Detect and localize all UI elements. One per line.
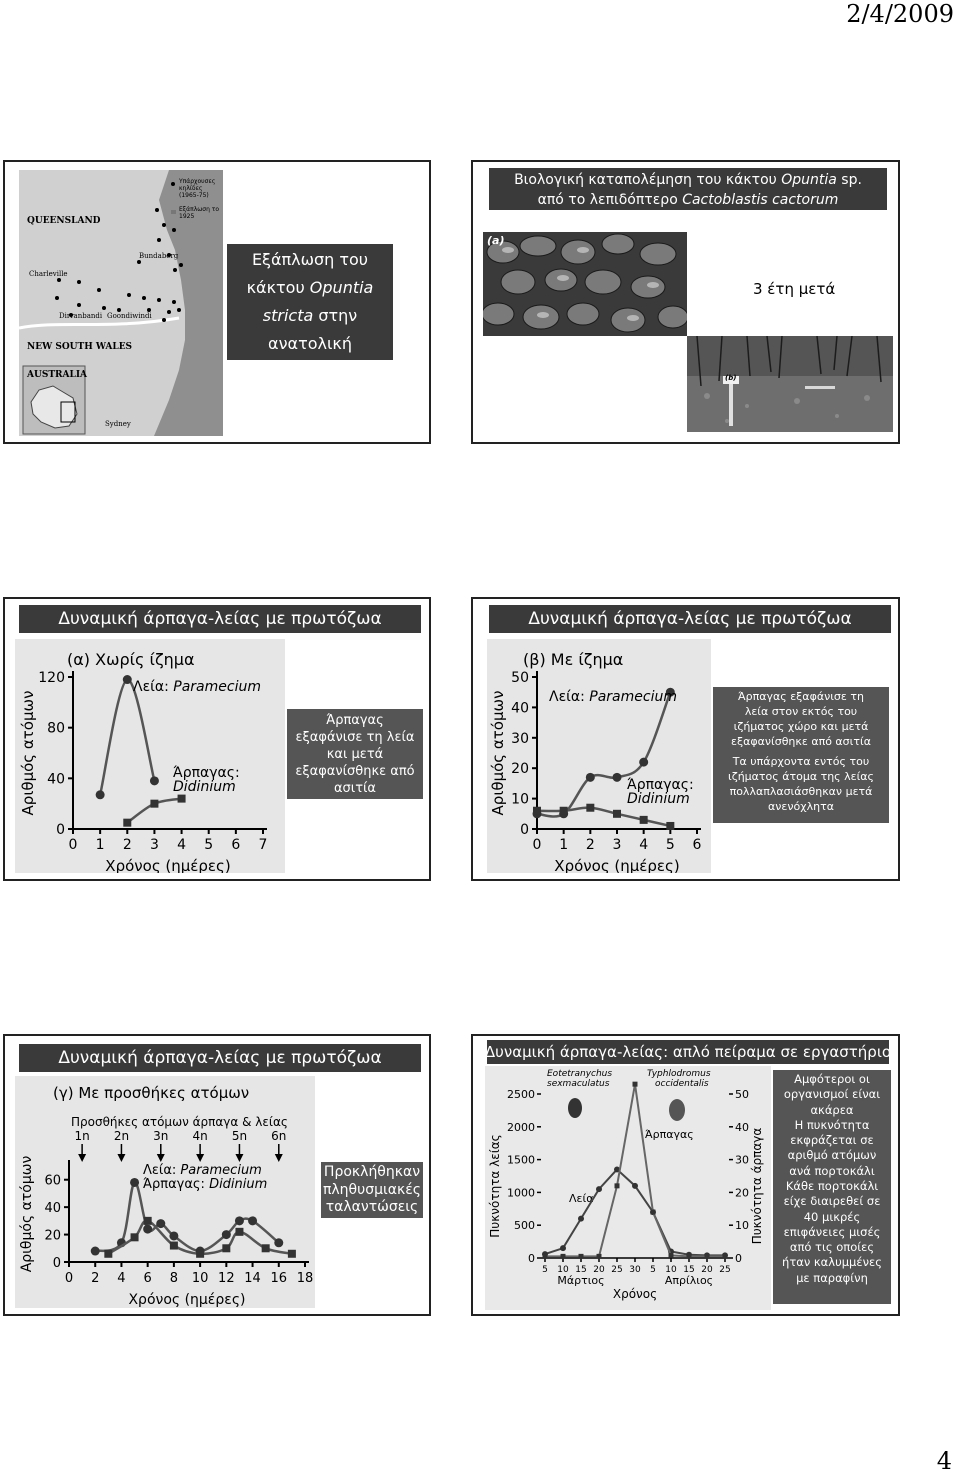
x-tick-label: 5 <box>542 1265 548 1275</box>
predator-point <box>196 1250 204 1258</box>
y-right-tick-label: 0 <box>735 1252 742 1265</box>
predator-point <box>640 816 648 824</box>
addition-arrow-head <box>117 1154 125 1162</box>
prey-point <box>130 1178 139 1187</box>
prey-point <box>156 1219 165 1228</box>
predator-point <box>288 1250 296 1258</box>
predator-series-label: Άρπαγας <box>645 1128 694 1141</box>
photo-label-b: (b) <box>725 374 737 382</box>
predator-point <box>560 807 568 815</box>
slide4-note2-line-4: ανενόχλητα <box>768 799 834 813</box>
slide5-title: Δυναμική άρπαγα-λείας με πρωτόζωα <box>19 1044 421 1072</box>
y-tick-label: 40 <box>511 700 529 717</box>
y-tick-label: 80 <box>47 720 65 737</box>
chart-title: (γ) Με προσθήκες ατόμων <box>53 1084 250 1102</box>
y-tick-label: 20 <box>511 761 529 778</box>
series-label-predator-species: Didinium <box>627 791 690 807</box>
predator-point <box>533 807 541 815</box>
map-label-queensland: QUEENSLAND <box>27 216 101 226</box>
x-tick-label: 0 <box>532 837 542 853</box>
prey-point <box>96 790 105 799</box>
predator-point <box>262 1244 270 1252</box>
addition-label: 4n <box>192 1129 208 1143</box>
chart-with-sediment <box>487 639 711 873</box>
predator-point <box>687 1254 692 1259</box>
slide6-note <box>773 1070 891 1304</box>
y-tick-label: 40 <box>44 1201 61 1217</box>
x-tick-label: 10 <box>665 1265 677 1275</box>
predator-point <box>586 804 594 812</box>
map-label-sydney: Sydney <box>105 420 131 428</box>
prey-point <box>586 773 595 782</box>
predator-point <box>613 810 621 818</box>
chart-title: (β) Με ίζημα <box>523 650 624 669</box>
series-label-prey: Λεία: Paramecium <box>549 689 677 705</box>
slide6-note-line-6: αριθμό ατόμων <box>787 1148 877 1163</box>
chart-no-sediment-svg <box>15 639 285 873</box>
prey-series-label: Λεία <box>569 1192 594 1205</box>
slide6-note-line-13: ήταν καλυμμένες <box>782 1255 882 1270</box>
chart-subtitle: Προσθήκες ατόμων άρπαγα & λείας <box>71 1115 288 1129</box>
y-tick-label: 60 <box>44 1173 61 1189</box>
addition-arrow-head <box>78 1154 86 1162</box>
slide3-note-line-1: Άρπαγας <box>326 713 384 728</box>
slide4-note1-line-1: Άρπαγας εξαφάνισε τη <box>738 690 864 703</box>
species2-label: Typhlodromus <box>647 1069 711 1079</box>
slide2-title: Βιολογική καταπολέμηση του κάκτου Opuntia sp. από το λεπιδόπτερο Cactoblastis cactorum <box>489 168 887 210</box>
slide6-note-line-10: 40 μικρές <box>803 1209 861 1224</box>
x-tick-label: 15 <box>683 1265 695 1275</box>
x-tick-label: 12 <box>218 1271 235 1286</box>
y-tick-label: 0 <box>520 822 529 838</box>
y-tick-label: 10 <box>511 791 529 808</box>
prey-point <box>150 776 159 785</box>
y-left-tick-label: 1000 <box>507 1186 535 1200</box>
slide3-title: Δυναμική άρπαγα-λείας με πρωτόζωα <box>19 605 421 633</box>
addition-label: 6n <box>271 1129 287 1143</box>
x-tick-label: 0 <box>64 1271 74 1286</box>
map-label-nsw: NEW SOUTH WALES <box>27 342 133 352</box>
addition-arrow-head <box>275 1154 283 1162</box>
chart-no-sediment <box>15 639 285 873</box>
x-tick-label: 20 <box>593 1265 605 1275</box>
slide6-note-line-1: Αμφότεροι οι <box>794 1072 870 1086</box>
y-left-tick-label: 2000 <box>507 1120 535 1134</box>
map-legend-2: Εξάπλωση το 1925 <box>179 206 220 220</box>
x-tick-label: 2 <box>122 837 132 853</box>
predator-point <box>666 822 674 830</box>
predator-point <box>579 1254 584 1259</box>
predator-point <box>235 1228 243 1236</box>
x-axis-label: Χρόνος (ημέρες) <box>554 857 680 873</box>
prey-point <box>91 1247 100 1256</box>
slide6-note-line-12: από τις οποίες <box>789 1240 875 1255</box>
prey-line <box>545 1169 725 1255</box>
series-label-prey: Λεία: Paramecium <box>133 679 261 695</box>
predator-mite-icon <box>669 1099 685 1121</box>
slide6-note-line-2: οργανισμοί είναι <box>783 1087 881 1102</box>
slide5-note-line-2: πληθυσμιακές <box>322 1181 422 1198</box>
prey-point <box>560 1245 566 1251</box>
chart-with-additions-svg <box>15 1076 315 1308</box>
x-tick-label: 20 <box>701 1265 713 1275</box>
slide6-note-line-7: ανά πορτοκάλι <box>789 1163 875 1178</box>
series-label-prey: Λεία: Paramecium <box>143 1163 262 1178</box>
slide6-title: Δυναμική άρπαγα-λείας: απλό πείραμα σε εργαστήριο <box>487 1040 889 1064</box>
map-label-goondiwindi: Goondiwindi <box>107 312 152 320</box>
prey-point <box>274 1238 283 1247</box>
predator-point <box>123 819 131 827</box>
x-tick-label: 1 <box>559 837 569 853</box>
photo-label-a: (a) <box>487 234 505 247</box>
prey-point <box>578 1216 584 1222</box>
slide3-note-line-2: εξαφάνισε τη λεία <box>295 729 415 745</box>
x-tick-label: 15 <box>575 1265 587 1275</box>
y-left-axis-label: Πυκνότητα λείας <box>488 1134 502 1238</box>
addition-arrow-head <box>196 1154 204 1162</box>
prey-point <box>169 1231 178 1240</box>
x-tick-label: 4 <box>117 1271 126 1286</box>
slide4-note2-line-1: Τα υπάρχοντα εντός του <box>732 755 870 769</box>
y-tick-label: 20 <box>44 1228 61 1244</box>
y-left-tick-label: 500 <box>514 1219 535 1233</box>
month-label-april: Απρίλιος <box>664 1274 714 1287</box>
x-tick-label: 4 <box>177 837 187 853</box>
slide4-note1-line-3: ιζήματος χώρο και μετά <box>733 719 869 733</box>
slide-2 <box>471 160 900 444</box>
x-tick-label: 5 <box>665 837 675 853</box>
x-tick-label: 1 <box>95 837 105 853</box>
slide-6 <box>471 1034 900 1316</box>
x-tick-label: 10 <box>557 1265 569 1275</box>
slide6-note-line-5: εκφράζεται σε <box>790 1133 874 1148</box>
slide4-note2-line-2: ιζήματος άτομα της λείας <box>727 770 874 784</box>
x-tick-label: 2 <box>585 837 595 853</box>
month-label-march: Μάρτιος <box>557 1274 605 1287</box>
addition-label: 3n <box>153 1129 169 1143</box>
species2-label-2: occidentalis <box>655 1079 709 1089</box>
chart-mites <box>485 1066 771 1310</box>
y-left-tick-label: 0 <box>528 1252 535 1265</box>
y-axis-label: Αριθμός ατόμων <box>19 1155 35 1273</box>
y-tick-label: 30 <box>511 730 529 747</box>
predator-point <box>705 1254 710 1259</box>
slide6-note-line-9: είχε διαιρεθεί σε <box>783 1194 881 1209</box>
chart-with-additions <box>15 1076 315 1308</box>
slide4-note1-line-2: λεία στον εκτός του <box>744 704 858 718</box>
australia-map <box>19 170 223 436</box>
slide5-note <box>321 1162 423 1218</box>
addition-arrow-head <box>157 1154 165 1162</box>
series-label-predator: Άρπαγας: <box>627 777 694 793</box>
slide3-note-line-4: εξαφανίσθηκε από <box>295 763 415 779</box>
prey-point <box>143 1225 152 1234</box>
map-label-bundaberg: Bundaberg <box>139 252 179 260</box>
predator-point <box>723 1254 728 1259</box>
predator-point <box>104 1250 112 1258</box>
x-tick-label: 25 <box>719 1265 731 1275</box>
x-tick-label: 5 <box>204 837 214 853</box>
y-tick-label: 0 <box>56 822 65 838</box>
predator-point <box>615 1183 620 1188</box>
slide4-title: Δυναμική άρπαγα-λείας με πρωτόζωα <box>489 605 891 633</box>
y-left-tick-label: 2500 <box>507 1088 535 1101</box>
y-axis-label: Αριθμός ατόμων <box>19 690 37 816</box>
map-label-charleville: Charleville <box>29 270 68 278</box>
predator-point <box>170 1242 178 1250</box>
x-tick-label: 10 <box>191 1271 209 1286</box>
x-tick-label: 3 <box>149 837 159 853</box>
predator-point <box>150 800 158 808</box>
x-tick-label: 30 <box>629 1265 641 1275</box>
predator-point <box>144 1217 152 1225</box>
y-axis-label: Αριθμός ατόμων <box>489 690 507 816</box>
chart-title: (α) Χωρίς ίζημα <box>67 650 195 669</box>
slide5-note-line-1: Προκλήθηκαν <box>323 1164 421 1180</box>
slide6-note-line-14: με παραφίνη <box>796 1270 868 1285</box>
x-tick-label: 18 <box>296 1271 314 1286</box>
addition-label: 5n <box>231 1129 248 1143</box>
addition-arrow-head <box>235 1154 243 1162</box>
y-right-tick-label: 50 <box>735 1088 749 1101</box>
page-date: 2/4/2009 <box>846 0 954 28</box>
series-label-predator: Άρπαγας: <box>173 765 240 781</box>
predator-point <box>131 1233 139 1241</box>
y-tick-label: 40 <box>47 771 65 788</box>
x-tick-label: 7 <box>258 837 268 853</box>
x-axis-label: Χρόνος <box>612 1287 658 1301</box>
y-tick-label: 50 <box>511 670 529 686</box>
species1-label-2: sexmaculatus <box>547 1079 610 1089</box>
prey-point <box>235 1216 244 1225</box>
x-axis-label: Χρόνος (ημέρες) <box>105 857 231 873</box>
map-label-australia: AUSTRALIA <box>27 370 88 380</box>
slide-3 <box>3 597 431 881</box>
prey-point <box>123 675 132 684</box>
y-right-axis-label: Πυκνότητα άρπαγα <box>750 1127 764 1245</box>
x-tick-label: 8 <box>169 1271 179 1286</box>
chart-with-sediment-svg <box>487 639 711 873</box>
predator-point <box>222 1244 230 1252</box>
addition-label: 2n <box>113 1129 130 1143</box>
map-legend-1: Υπάρχουσες κηλίδες (1965-75) <box>179 178 216 199</box>
prey-point <box>222 1230 231 1239</box>
y-right-tick-label: 40 <box>735 1120 749 1134</box>
x-tick-label: 3 <box>612 837 622 853</box>
slide6-note-line-11: επιφάνειες μισές <box>783 1224 881 1239</box>
page-number: 4 <box>936 1447 952 1475</box>
y-right-tick-label: 10 <box>735 1219 749 1233</box>
series-line-prey <box>100 679 154 794</box>
prey-point <box>596 1186 602 1192</box>
x-tick-label: 4 <box>639 837 649 853</box>
x-tick-label: 6 <box>692 837 702 853</box>
prey-point <box>248 1216 257 1225</box>
slide2-caption: 3 έτη μετά <box>753 280 836 298</box>
cactus-photo-after <box>687 336 893 432</box>
x-tick-label: 2 <box>91 1271 100 1286</box>
slide6-note-line-8: Κάθε πορτοκάλι <box>785 1178 879 1193</box>
slide4-note <box>713 687 889 823</box>
y-left-tick-label: 1500 <box>507 1153 535 1167</box>
slide3-note-line-5: ασιτία <box>333 780 376 796</box>
slide6-note-line-3: ακάρεα <box>810 1102 854 1117</box>
map-label-dirranbandi: Dirranbandi <box>59 312 103 320</box>
predator-point <box>178 795 186 803</box>
predator-point <box>543 1254 548 1259</box>
prey-point <box>613 773 622 782</box>
x-tick-label: 0 <box>68 837 78 853</box>
slide5-note-line-3: ταλαντώσεις <box>325 1199 419 1215</box>
y-tick-label: 0 <box>52 1256 61 1271</box>
addition-label: 1n <box>74 1129 90 1143</box>
y-tick-label: 120 <box>38 670 65 686</box>
y-right-tick-label: 30 <box>735 1153 749 1167</box>
chart-mites-svg <box>485 1066 771 1310</box>
predator-point <box>669 1253 674 1258</box>
y-right-tick-label: 20 <box>735 1186 749 1200</box>
series-label-predator-species: Didinium <box>173 779 236 795</box>
slide6-note-line-4: Η πυκνότητα <box>794 1117 870 1132</box>
slide4-note2-line-3: πολλαπλασιάσθηκαν μετά <box>729 785 873 799</box>
predator-point <box>651 1210 656 1215</box>
slide4-note1-line-4: εξαφανίσθηκε από ασιτία <box>731 734 871 748</box>
x-tick-label: 25 <box>611 1265 623 1275</box>
slide3-note <box>287 709 423 799</box>
slide3-note-line-3: και μετά <box>326 746 384 762</box>
cactus-photo-before <box>483 232 687 336</box>
slide1-caption: Εξάπλωση του κάκτου Opuntia stricta στην ανατολική Αυστραλία <box>227 244 393 360</box>
x-tick-label: 5 <box>650 1265 656 1275</box>
predator-point <box>633 1082 638 1087</box>
series-label-predator: Άρπαγας: Didinium <box>143 1177 268 1192</box>
x-tick-label: 14 <box>244 1271 261 1286</box>
prey-point <box>639 758 648 767</box>
slide-5 <box>3 1034 431 1316</box>
prey-point <box>632 1183 638 1189</box>
x-tick-label: 6 <box>231 837 241 853</box>
prey-mite-icon <box>568 1098 582 1118</box>
x-tick-label: 6 <box>143 1271 152 1286</box>
x-axis-label: Χρόνος (ημέρες) <box>128 1292 246 1308</box>
predator-point <box>561 1254 566 1259</box>
x-tick-label: 16 <box>270 1271 288 1286</box>
predator-point <box>597 1254 602 1259</box>
slide-4 <box>471 597 900 881</box>
species1-label: Eotetranychus <box>547 1069 613 1079</box>
slide-1 <box>3 160 431 444</box>
